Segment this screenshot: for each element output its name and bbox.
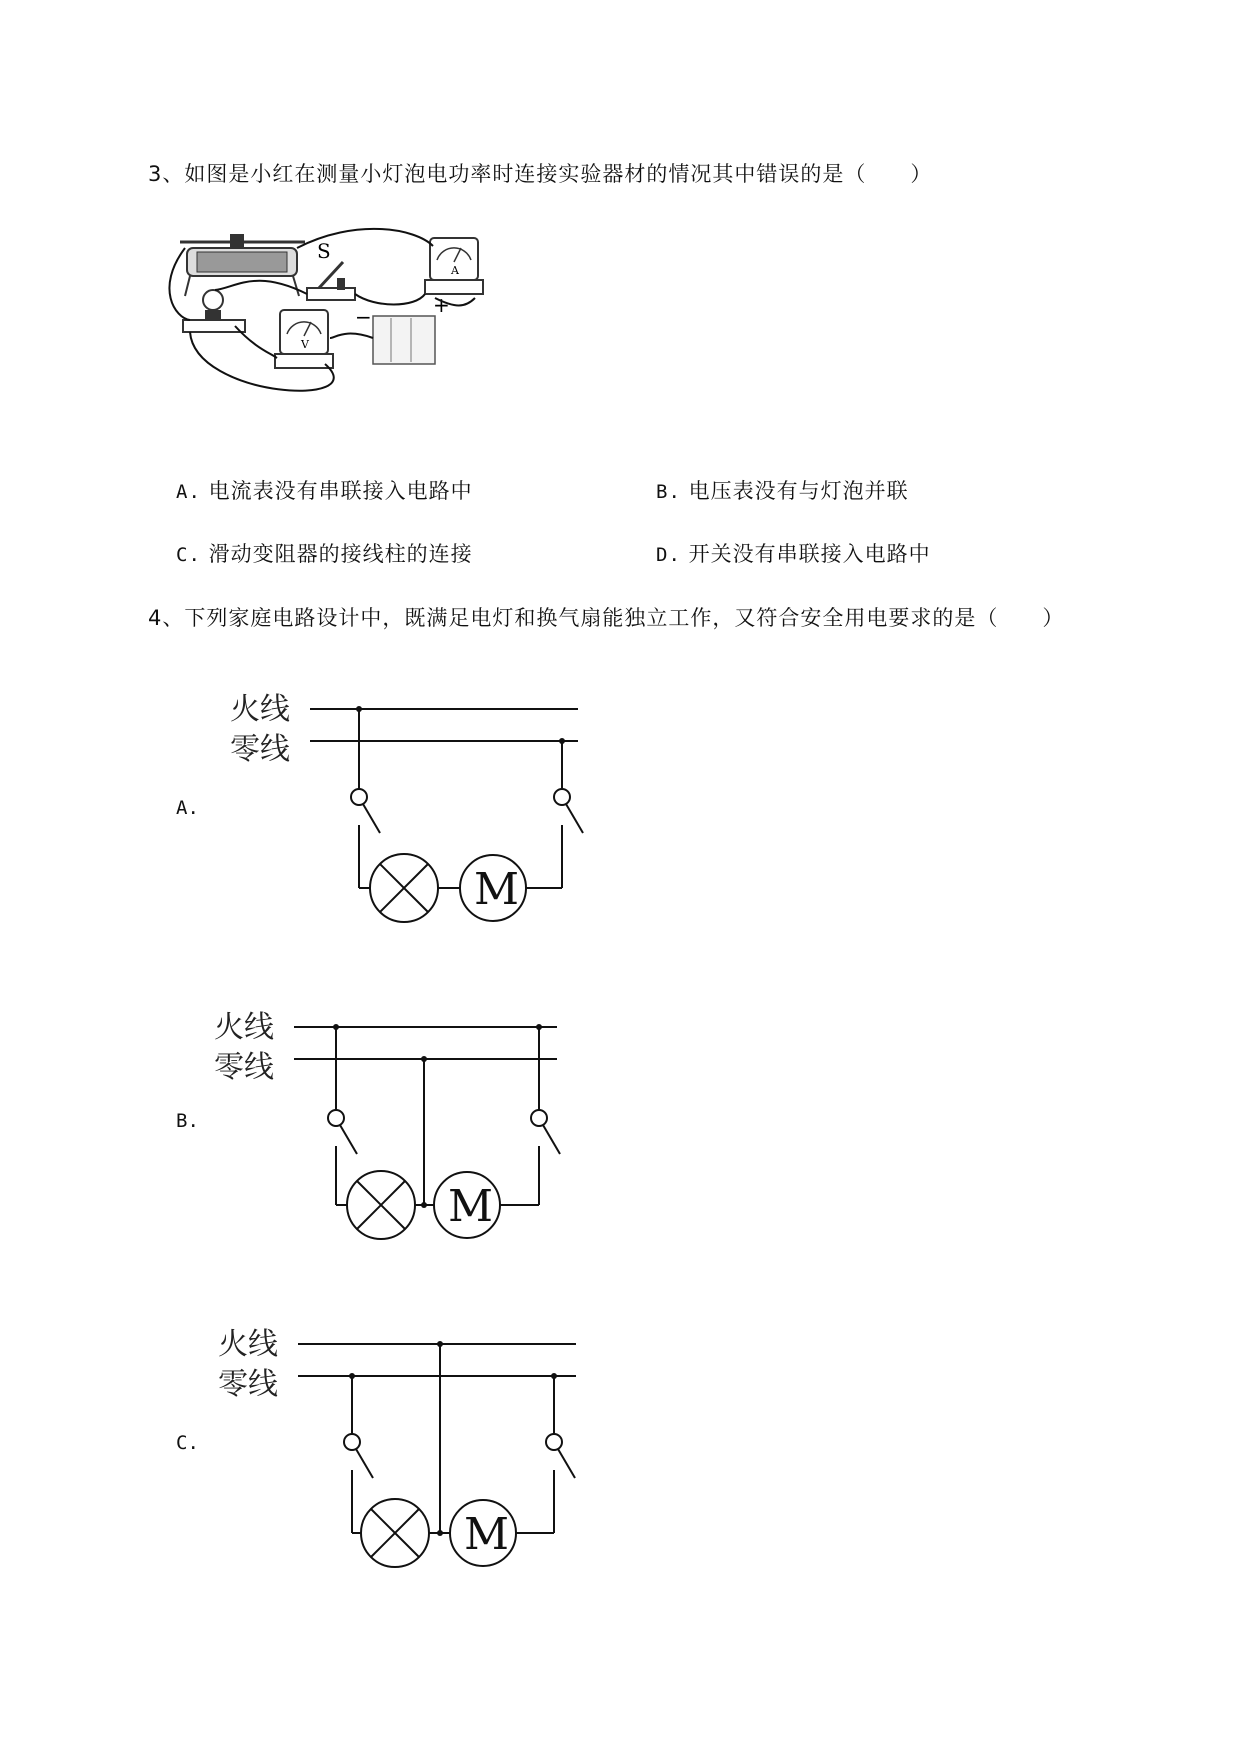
switch-icon — [546, 1434, 562, 1450]
voltmeter-label: V — [301, 338, 309, 351]
diagram-c-letter[interactable]: C. — [176, 1432, 199, 1454]
circuit-diagram-a — [228, 685, 588, 925]
live-wire-label: 火线 — [218, 1327, 278, 1362]
circuit-diagram-c — [216, 1320, 596, 1610]
q3-experiment-figure — [175, 228, 515, 438]
q3-option-c[interactable] — [176, 538, 473, 568]
motor-label: M — [448, 1181, 494, 1232]
switch-label: S — [317, 239, 331, 263]
switch-icon — [307, 262, 355, 300]
option-letter: C. — [176, 544, 201, 566]
option-text: 电流表没有串联接入电路中 — [208, 479, 473, 503]
ammeter-label: A — [451, 264, 459, 277]
switch-icon — [351, 789, 367, 805]
diagram-b-letter[interactable]: B. — [176, 1110, 199, 1132]
rheostat-icon — [180, 234, 305, 296]
battery-plus-label: + — [433, 293, 450, 317]
live-wire-label: 火线 — [230, 692, 290, 727]
question-3-stem: 3、如图是小红在测量小灯泡电功率时连接实验器材的情况其中错误的是（ ） — [148, 162, 933, 186]
q3-option-b[interactable] — [656, 475, 909, 505]
motor-label: M — [464, 1509, 510, 1560]
option-letter: B. — [656, 481, 681, 503]
motor-label: M — [474, 864, 520, 915]
battery-icon — [373, 316, 435, 364]
diagram-a-letter[interactable]: A. — [176, 797, 199, 819]
lamp-icon — [347, 1171, 415, 1239]
neutral-wire-label: 零线 — [214, 1050, 274, 1085]
lamp-icon — [370, 854, 438, 922]
option-letter: D. — [656, 544, 681, 566]
q3-option-a[interactable] — [176, 475, 473, 505]
switch-icon — [344, 1434, 360, 1450]
circuit-diagram-b — [212, 1003, 572, 1273]
battery-minus-label: − — [355, 305, 372, 329]
switch-icon — [554, 789, 570, 805]
switch-icon — [531, 1110, 547, 1126]
q3-option-d[interactable] — [656, 538, 931, 568]
neutral-wire-label: 零线 — [230, 732, 290, 767]
option-letter: A. — [176, 481, 201, 503]
question-4-stem: 4、下列家庭电路设计中，既满足电灯和换气扇能独立工作，又符合安全用电要求的是（ ） — [148, 606, 1065, 630]
option-text: 滑动变阻器的接线柱的连接 — [208, 542, 473, 566]
lamp-icon — [361, 1499, 429, 1567]
option-text: 开关没有串联接入电路中 — [688, 542, 931, 566]
neutral-wire-label: 零线 — [218, 1367, 278, 1402]
live-wire-label: 火线 — [214, 1010, 274, 1045]
switch-icon — [328, 1110, 344, 1126]
option-text: 电压表没有与灯泡并联 — [688, 479, 909, 503]
